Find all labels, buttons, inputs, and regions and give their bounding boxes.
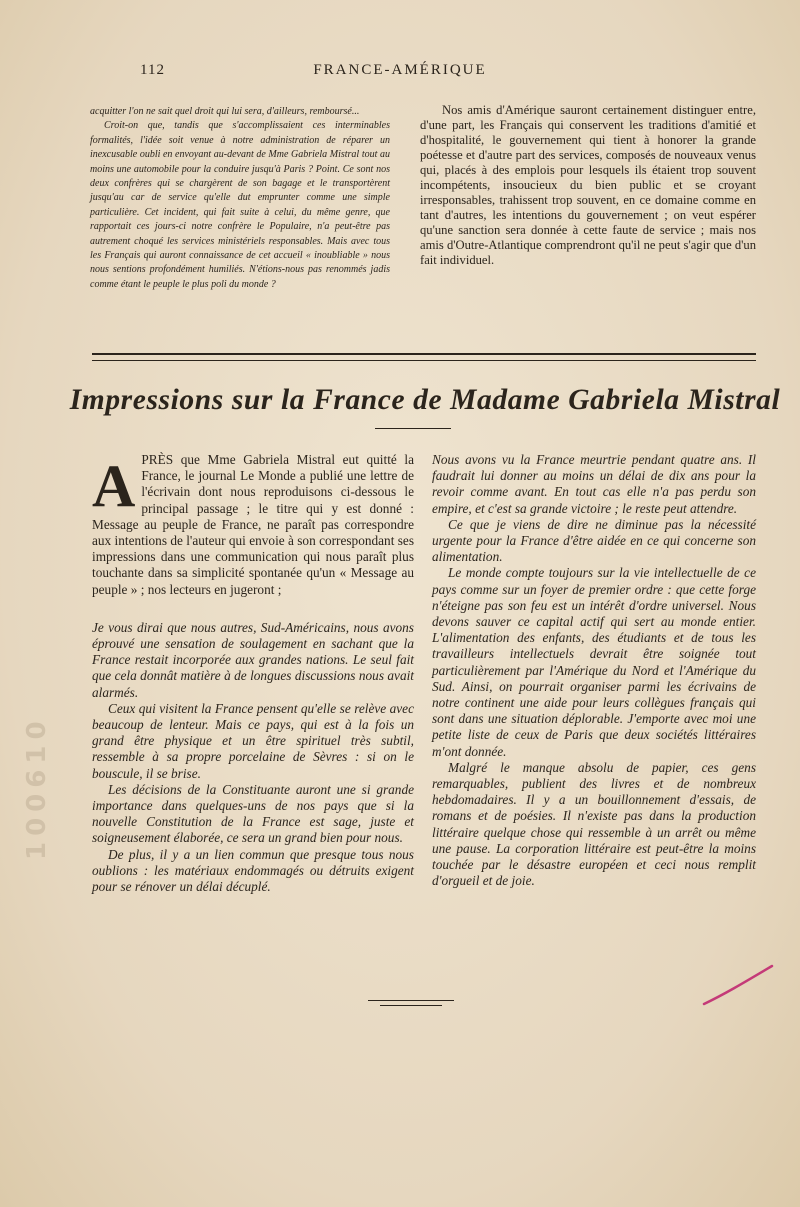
title-underline <box>375 428 451 429</box>
quote-paragraph: Malgré le manque absolu de papier, ces gens remarquables, publient des livres et de nombreux hebdomadaires. Il y a un bouillonnement d'essais, de romans et de poésies. Il n'existe pas dans la production littéraire quelque chose qui ressemble à un arrêt ou même une pause. La corporation littéraire est peut-être la moins touchée par le désastre européen et ceci nous remplit d'orgueil et de joie. <box>432 759 756 889</box>
paragraph: Croit-on que, tandis que s'accomplissaient ces interminables formalités, l'idée soit venue à notre administration de réparer un inexcusable oubli en envoyant au-devant de Mme Gabriela Mistral tout au moins une automobile pour la conduire jusqu'à Paris ? Point. Ce sont nos deux confrères qui se chargèrent de son bagage et le transportèrent jusqu'au car de service qu'elle dut emprunter comme une simple particulière. Cet incident, qui fait suite à celui, du même genre, que rapportait ces jours-ci notre confrère le Populaire, n'a peut-être pas autrement choqué les services ministériels responsables. Mais avec tous les Français qui auront connaissance de cet accueil « inoubliable » nous nous sentions profondément humiliés. N'étions-nous pas renommés jadis comme étant le peuple le plus poli du monde ? <box>90 120 390 290</box>
quote-paragraph: Le monde compte toujours sur la vie intellectuelle de ce pays comme sur un foyer de premier ordre : que cette forge n'éteigne pas son feu est un intérêt d'ordre universel. Nous devons sauver ce capital actif qui sert au monde entier. L'alimentation des enfants, des étudiants et de tous les travailleurs intellectuels devrait être soignée tout particulièrement par l'Amérique du Nord et l'Amérique du Sud. Ainsi, on pourrait organiser parmi les écrivains de notre continent une aide pour leurs collègues français qui sont dans une situation déplorable. J'emporte avec moi une petite liste de ceux de Paris que deux sociétés littéraires m'ont donnée. <box>432 565 756 759</box>
pen-stroke-mark <box>700 960 780 1010</box>
letter-excerpt-left <box>92 620 414 895</box>
quote-paragraph: Nous avons vu la France meurtrie pendant quatre ans. Il faudrait lui donner au moins un délai de dix ans pour la revoir comme avant. En tout cas elle n'a pas perdu son empire, et c'est sa grande victoire ; le reste peut attendre. <box>432 452 756 516</box>
end-rule-bottom <box>380 1005 442 1006</box>
quote-paragraph: Ceux qui visitent la France pensent qu'elle se relève avec beaucoup de lenteur. Mais ce pays, qui est à la fois un grand être physique et un être spirituel très subtil, ressemble à sa propre porcelaine de Sèvres : si on le bouscule, il se brise. <box>92 700 414 781</box>
quote-paragraph: Je vous dirai que nous autres, Sud-Américains, nous avons éprouvé une sensation de soulagement en sachant que la France restait incorporée aux grandes nations. Le seul fait que cela donnât matière à de longues discussions nous avait alarmés. <box>92 619 414 700</box>
quote-paragraph: Les décisions de la Constituante auront une si grande importance dans quelques-uns de nos pays que si la nouvelle Constitution de la France est sage, juste et soigneusement élaborée, ce sera un grand bien pour nous. <box>92 781 414 846</box>
page-header <box>88 58 712 82</box>
article-left-column <box>92 452 414 895</box>
section-divider <box>92 353 756 361</box>
intro-text: PRÈS que Mme Gabriela Mistral eut quitté la France, le journal Le Monde a publié une lettre de l'écrivain dont nous reproduisons ci-dessous le principal passage ; le titre qui y est donné : Message au peuple de France, ne paraît pas correspondre aux intentions de l'auteur qui envoie à son correspondant ses impressions dans une communication qui nous paraît plus touchante dans sa simplicité spontanée qu'un « Message au peuple » ; nos lecteurs en jugeront ; <box>92 452 414 597</box>
paragraph: Nos amis d'Amérique sauront certainement distinguer entre, d'une part, les Français qui conservent les traditions d'amitié et d'hospitalité, le gouvernement qui tient à honorer la grande poétesse et d'autre part des services, composés de nouveaux venus qui, placés à des emplois pour lesquels ils étaient trop souvent incompétents, insoucieux du bien public et se croyant irresponsables, trahissent trop souvent, en ce domaine comme en tant d'autres, les intentions du gouvernement ; on veut espérer qu'une sanction sera donnée à cette faute de service ; mais nos amis d'Outre-Atlantique comprendront qu'il ne peut s'agir que d'un fait individuel. <box>420 103 756 267</box>
running-title: FRANCE-AMÉRIQUE <box>313 62 487 78</box>
article-title: Impressions sur la France de Madame Gabriela Mistral <box>69 384 781 416</box>
archive-stamp: 100610 <box>22 715 52 860</box>
page-number: 112 <box>140 62 165 78</box>
quote-paragraph: De plus, il y a un lien commun que presque tous nous oublions : les matériaux endommagés ou détruits exigent pour se rénover un délai décuplé. <box>92 846 414 895</box>
paragraph: acquitter l'on ne sait quel droit qui lui sera, d'ailleurs, remboursé... <box>90 106 360 117</box>
top-left-column <box>90 105 390 292</box>
article-right-column <box>432 452 756 889</box>
end-rule-top <box>368 1000 454 1001</box>
top-right-column <box>420 103 756 268</box>
article-intro <box>92 452 414 598</box>
quote-paragraph: Ce que je viens de dire ne diminue pas la nécessité urgente pour la France d'être aidée en ce qui concerne son alimentation. <box>432 516 756 565</box>
drop-cap: A <box>92 453 136 519</box>
